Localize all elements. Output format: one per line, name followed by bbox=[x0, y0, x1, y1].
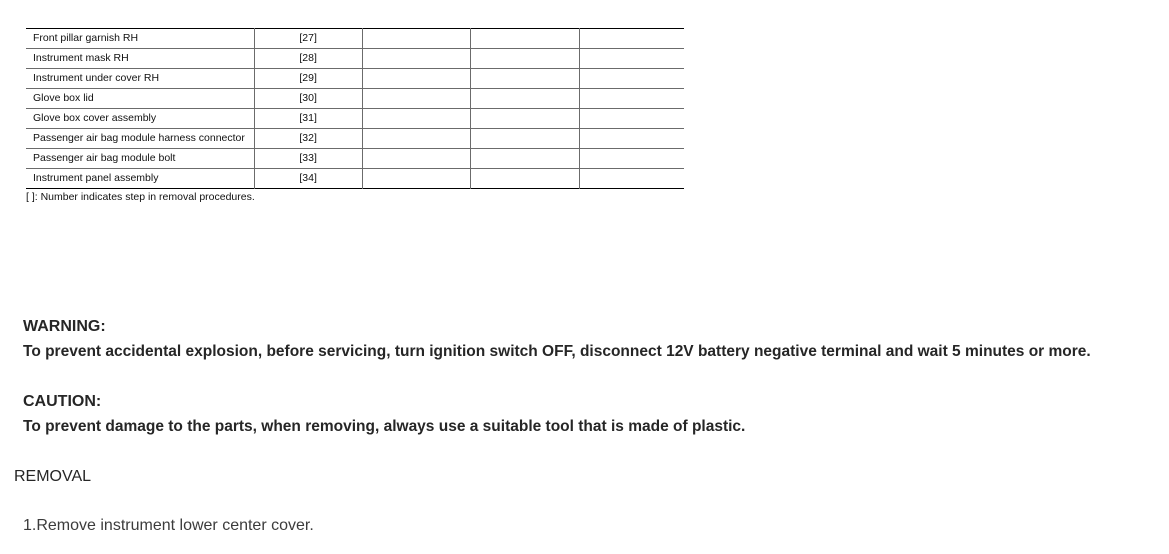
empty-cell bbox=[579, 149, 684, 169]
empty-cell bbox=[470, 89, 579, 109]
warning-title: WARNING: bbox=[23, 318, 106, 335]
table-row bbox=[26, 69, 684, 89]
empty-cell bbox=[362, 169, 470, 189]
step-number: [29] bbox=[254, 69, 362, 89]
caution-text: To prevent damage to the parts, when removing, always use a suitable tool that is made of plastic. bbox=[23, 418, 746, 435]
empty-cell bbox=[579, 129, 684, 149]
step-number: [31] bbox=[254, 109, 362, 129]
empty-cell bbox=[470, 29, 579, 49]
empty-cell bbox=[579, 29, 684, 49]
empty-cell bbox=[362, 69, 470, 89]
warning-text: To prevent accidental explosion, before servicing, turn ignition switch OFF, disconnect 12V battery negative terminal and wait 5 minutes or more. bbox=[23, 343, 1091, 360]
empty-cell bbox=[362, 129, 470, 149]
part-name: Passenger air bag module bolt bbox=[26, 149, 254, 169]
empty-cell bbox=[470, 69, 579, 89]
table-row bbox=[26, 29, 684, 49]
step-number: [30] bbox=[254, 89, 362, 109]
part-name: Instrument mask RH bbox=[26, 49, 254, 69]
step-number: [33] bbox=[254, 149, 362, 169]
empty-cell bbox=[362, 89, 470, 109]
removal-step: 1.Remove instrument lower center cover. bbox=[23, 517, 314, 534]
step-number: [34] bbox=[254, 169, 362, 189]
part-name: Instrument panel assembly bbox=[33, 172, 159, 184]
step-number: [32] bbox=[254, 129, 362, 149]
table-row bbox=[26, 49, 684, 69]
step-number: [27] bbox=[254, 29, 362, 49]
part-name: Front pillar garnish RH bbox=[26, 29, 254, 49]
table-row bbox=[26, 169, 684, 189]
caution-title: CAUTION: bbox=[23, 393, 102, 410]
empty-cell bbox=[470, 109, 579, 129]
empty-cell bbox=[362, 149, 470, 169]
part-name: Glove box cover assembly bbox=[26, 109, 254, 129]
empty-cell bbox=[579, 109, 684, 129]
part-name: Instrument under cover RH bbox=[26, 69, 254, 89]
empty-cell bbox=[470, 149, 579, 169]
part-name: Glove box lid bbox=[26, 89, 254, 109]
table-row bbox=[26, 89, 684, 109]
empty-cell bbox=[470, 169, 579, 189]
table-row bbox=[26, 149, 684, 169]
removal-heading: REMOVAL bbox=[14, 468, 92, 485]
table-row bbox=[26, 129, 684, 149]
empty-cell bbox=[470, 129, 579, 149]
empty-cell bbox=[362, 49, 470, 69]
table-footnote: [ ]: Number indicates step in removal procedures. bbox=[26, 191, 255, 203]
empty-cell bbox=[579, 89, 684, 109]
part-name: Passenger air bag module harness connector bbox=[26, 129, 254, 149]
empty-cell bbox=[579, 69, 684, 89]
empty-cell bbox=[579, 169, 684, 189]
parts-table bbox=[26, 28, 684, 189]
empty-cell bbox=[470, 49, 579, 69]
empty-cell bbox=[362, 29, 470, 49]
step-number: [28] bbox=[254, 49, 362, 69]
table-row bbox=[26, 109, 684, 129]
empty-cell bbox=[362, 109, 470, 129]
empty-cell bbox=[579, 49, 684, 69]
